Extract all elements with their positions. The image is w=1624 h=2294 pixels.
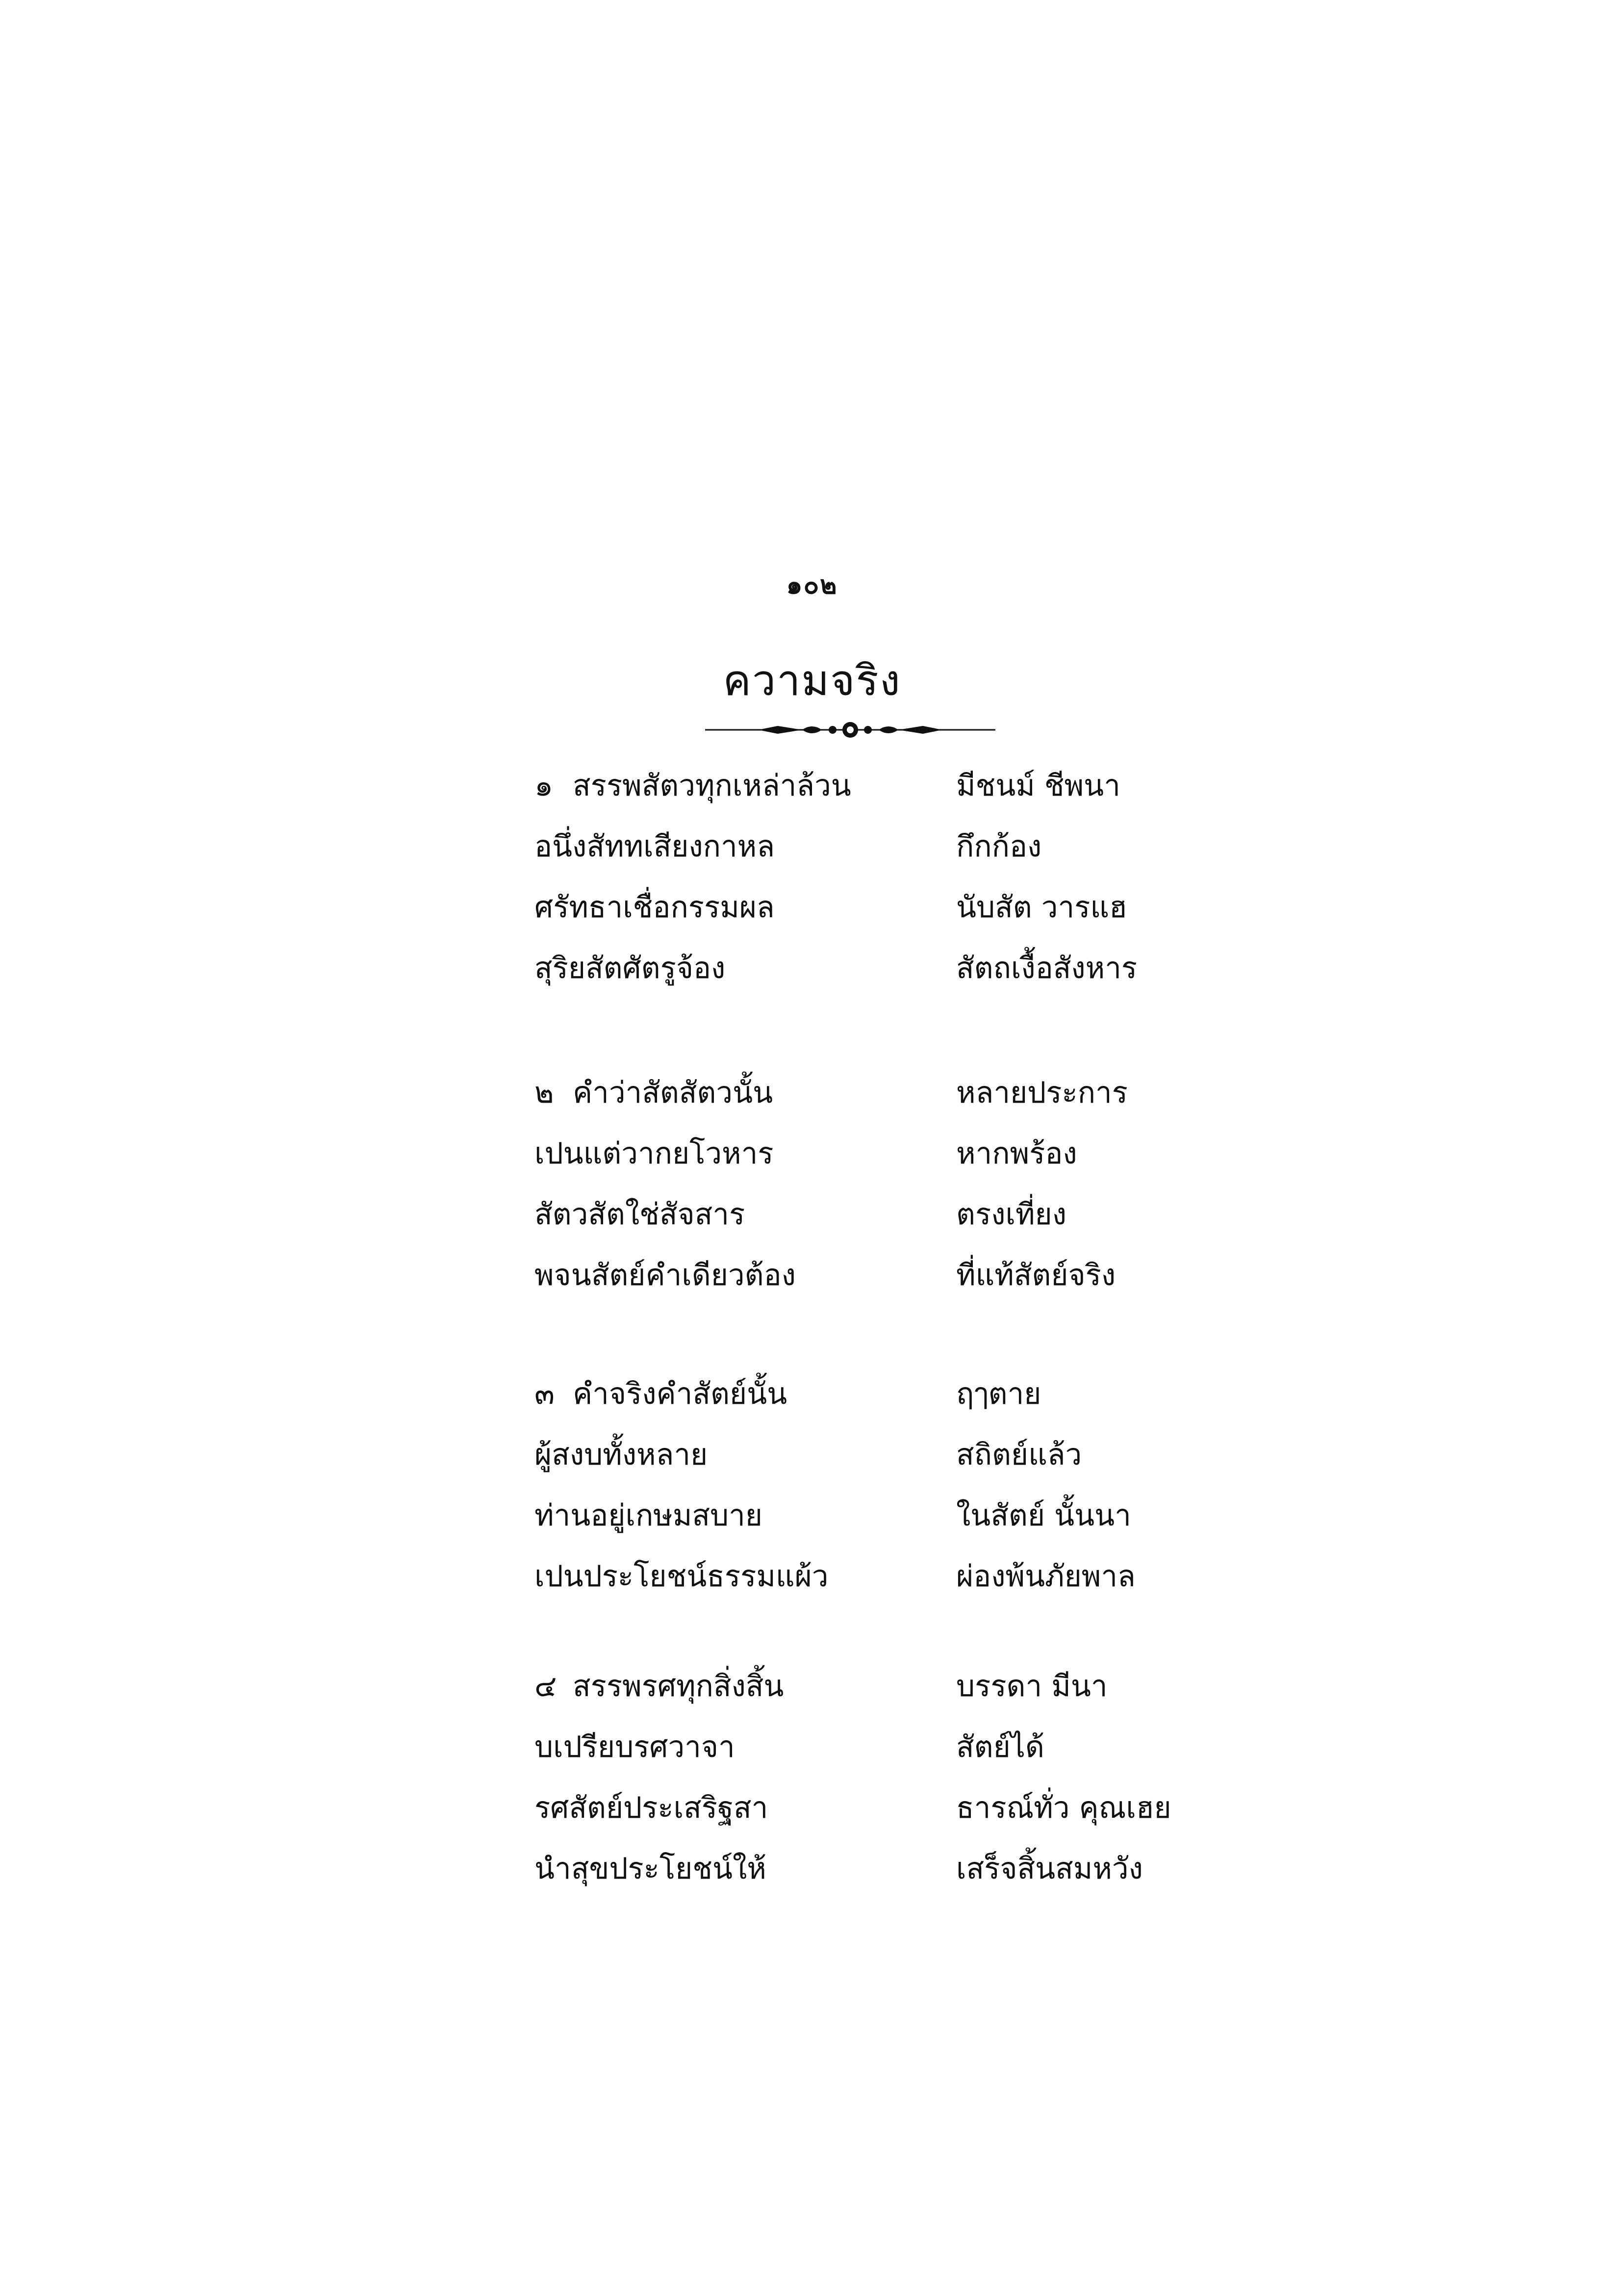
verse-line (534, 938, 1270, 999)
stanza-number: ๑ (534, 769, 554, 803)
verse-line (534, 1778, 1270, 1838)
verse-left: นำสุขประโยชน์ให้ (534, 1852, 766, 1886)
verse-right: หากพร้อง (956, 1136, 1077, 1171)
page-title: ความจริง (723, 656, 901, 705)
verse-line (534, 1364, 1270, 1424)
verse-left: ผู้สงบทั้งหลาย (534, 1438, 708, 1472)
stanza-number: ๔ (534, 1669, 557, 1703)
ornament-divider (704, 720, 996, 740)
verse-left: ท่านอยู่เกษมสบาย (534, 1498, 762, 1533)
verse-right: ฤๅตาย (956, 1377, 1041, 1411)
stanza-number: ๒ (534, 1076, 554, 1110)
verse-line (534, 1717, 1270, 1778)
verse-left: อนึ่งสัททเสียงกาหล (534, 829, 775, 864)
verse-line (534, 1546, 1270, 1607)
verse-right: สัตถเงื้อสังหาร (956, 951, 1138, 985)
stanza-4 (534, 1656, 1270, 1899)
verse-left: รศสัตย์ประเสริฐสา (534, 1791, 768, 1825)
verse-right: ในสัตย์ นั้นนา (956, 1498, 1131, 1533)
verse-right: กึกก้อง (956, 829, 1042, 864)
verse-left: สุริยสัตศัตรูจ้อง (534, 951, 726, 985)
verse-left: สรรพรศทุกสิ่งสิ้น (573, 1669, 784, 1703)
verse-left: เปนประโยชน์ธรรมแผ้ว (534, 1559, 829, 1594)
verse-line (534, 1656, 1270, 1717)
verse-line (534, 1123, 1270, 1184)
verse-right: ที่แท้สัตย์จริง (956, 1258, 1116, 1292)
verse-line (534, 1424, 1270, 1485)
verse-line (534, 1838, 1270, 1899)
verse-line (534, 755, 1270, 816)
verse-left: สัตวสัตใช่สัจสาร (534, 1197, 745, 1232)
verse-line (534, 1485, 1270, 1546)
verse-line (534, 1062, 1270, 1123)
verse-right: ตรงเที่ยง (956, 1197, 1066, 1232)
verse-right: นับสัต วารแฮ (956, 890, 1127, 925)
stanza-1 (534, 755, 1270, 999)
verse-right: ธารณ์ทั่ว คุณเฮย (956, 1791, 1171, 1825)
verse-right: สถิตย์แล้ว (956, 1438, 1082, 1472)
verse-left: ศรัทธาเชื่อกรรมผล (534, 890, 775, 925)
stanza-3 (534, 1364, 1270, 1607)
page-number: ๑๐๒ (786, 570, 838, 600)
verse-right: สัตย์ได้ (956, 1730, 1044, 1764)
verse-right: ผ่องพ้นภัยพาล (956, 1559, 1136, 1594)
verse-right: เสร็จสิ้นสมหวัง (956, 1852, 1143, 1886)
stanza-2 (534, 1062, 1270, 1306)
verse-left: เปนแต่วากยโวหาร (534, 1136, 774, 1171)
verse-left: พจนสัตย์คำเดียวต้อง (534, 1258, 796, 1292)
verse-line (534, 877, 1270, 938)
verse-left: บเปรียบรศวาจา (534, 1730, 735, 1764)
verse-line (534, 816, 1270, 877)
verse-line (534, 1245, 1270, 1306)
verse-left: คำว่าสัตสัตวนั้น (573, 1076, 773, 1110)
verse-right: บรรดา มีนา (956, 1669, 1108, 1703)
stanza-number: ๓ (534, 1377, 555, 1411)
verse-left: คำจริงคำสัตย์นั้น (573, 1377, 787, 1411)
verse-left: สรรพสัตวทุกเหล่าล้วน (573, 769, 851, 803)
verse-line (534, 1184, 1270, 1245)
verse-right: หลายประการ (956, 1076, 1128, 1110)
verse-right: มีชนม์ ชีพนา (956, 769, 1120, 803)
